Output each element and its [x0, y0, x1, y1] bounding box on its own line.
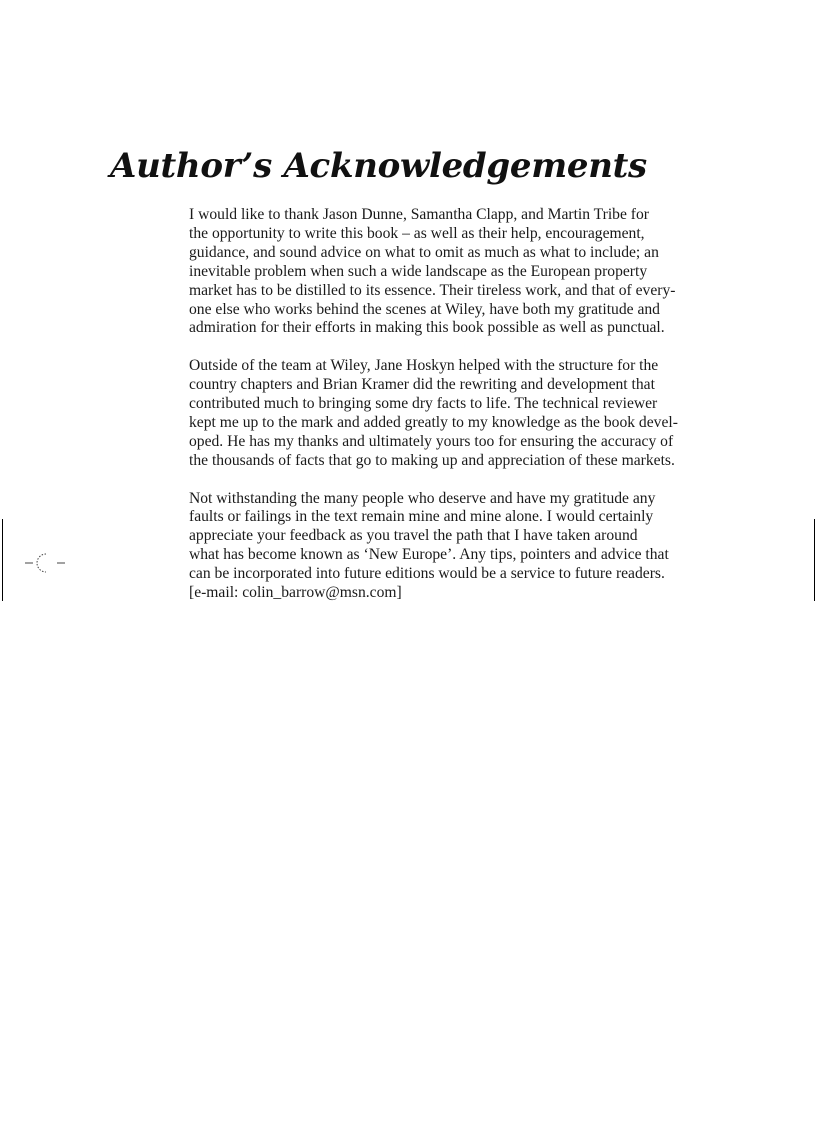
paragraph-3 — [189, 490, 719, 603]
text-line: one else who works behind the scenes at Wiley, have both my gratitude and — [189, 300, 660, 318]
text-line: guidance, and sound advice on what to omit as much as what to include; an — [189, 243, 659, 261]
left-crop-mark — [2, 519, 3, 601]
paragraph-2 — [189, 357, 719, 470]
text-line: market has to be distilled to its essence. Their tireless work, and that of every- — [189, 281, 676, 299]
text-line: I would like to thank Jason Dunne, Samantha Clapp, and Martin Tribe for — [189, 206, 649, 223]
email-line: [e-mail: colin_barrow@msn.com] — [189, 584, 402, 602]
text-line: what has become known as ‘New Europe’. Any tips, pointers and advice that — [189, 546, 669, 564]
page-title: Author’s Acknowledgements — [110, 146, 647, 186]
text-line: the opportunity to write this book – as well as their help, encouragement, — [189, 224, 645, 242]
text-line: Not withstanding the many people who deserve and have my gratitude any — [189, 489, 656, 507]
text-line: inevitable problem when such a wide landscape as the European property — [189, 262, 648, 280]
paragraph-1 — [189, 206, 719, 338]
text-line: Outside of the team at Wiley, Jane Hoskyn helped with the structure for the — [189, 357, 659, 375]
acknowledgements-body — [189, 206, 719, 622]
text-line: faults or failings in the text remain mine and mine alone. I would certainly — [189, 508, 654, 526]
text-line: contributed much to bringing some dry facts to life. The technical reviewer — [189, 395, 658, 413]
text-line: can be incorporated into future editions would be a service to future readers. — [189, 565, 665, 583]
registration-mark-icon — [24, 549, 66, 577]
right-crop-mark — [814, 519, 815, 601]
text-line: kept me up to the mark and added greatly to my knowledge as the book devel- — [189, 413, 678, 431]
text-line: appreciate your feedback as you travel the path that I have taken around — [189, 527, 638, 545]
text-line: country chapters and Brian Kramer did the rewriting and development that — [189, 376, 655, 394]
text-line: admiration for their efforts in making this book possible as well as punctual. — [189, 319, 665, 337]
text-line: oped. He has my thanks and ultimately yours too for ensuring the accuracy of — [189, 432, 674, 450]
text-line: the thousands of facts that go to making up and appreciation of these markets. — [189, 451, 675, 469]
